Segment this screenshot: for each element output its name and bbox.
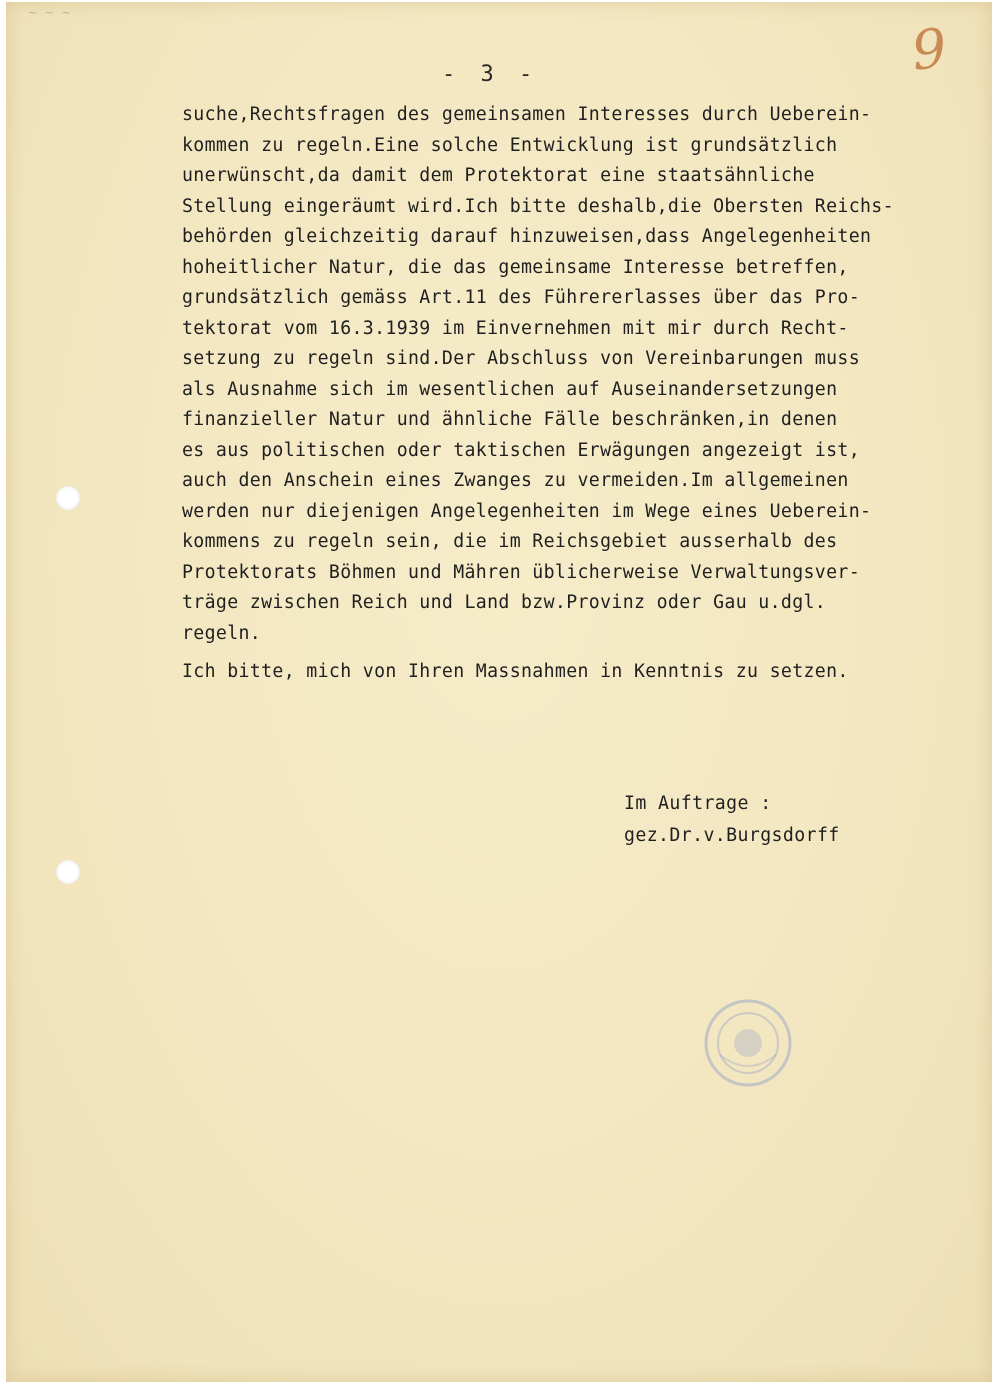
body-line: hoheitlicher Natur, die das gemeinsame Interesse betreffen, <box>182 256 849 278</box>
folio-number: 9 <box>908 16 950 83</box>
body-line: suche,Rechtsfragen des gemeinsamen Interesses durch Ueberein- <box>182 104 872 125</box>
body-line: regeln. <box>182 622 262 644</box>
signature-line-authority: Im Auftrage : <box>624 793 772 814</box>
letter-body <box>182 100 942 688</box>
corner-pencil-mark: ~ ~ ~ <box>28 6 73 19</box>
body-line: auch den Anschein eines Zwanges zu vermeiden.Im allgemeinen <box>182 470 849 491</box>
faded-stamp-icon <box>700 995 796 1091</box>
body-line: Protektorats Böhmen und Mähren üblicherweise Verwaltungsver- <box>182 561 860 583</box>
signature-line-name: gez.Dr.v.Burgsdorff <box>624 825 840 846</box>
closing-sentence: Ich bitte, mich von Ihren Massnahmen in Kenntnis zu setzen. <box>182 661 849 682</box>
punch-hole-top <box>56 486 80 510</box>
body-line: behörden gleichzeitig darauf hinzuweisen,dass Angelegenheiten <box>182 226 872 247</box>
body-line: setzung zu regeln sind.Der Abschluss von Vereinbarungen muss <box>182 348 860 369</box>
body-line: als Ausnahme sich im wesentlichen auf Auseinandersetzungen <box>182 378 838 400</box>
body-line: kommen zu regeln.Eine solche Entwicklung ist grundsätzlich <box>182 134 838 156</box>
body-line: werden nur diejenigen Angelegenheiten im Wege eines Ueberein- <box>182 500 872 522</box>
body-line: tektorat vom 16.3.1939 im Einvernehmen mit mir durch Recht- <box>182 317 849 339</box>
body-line: unerwünscht,da damit dem Protektorat eine staatsähnliche <box>182 165 815 186</box>
body-line: träge zwischen Reich und Land bzw.Provinz oder Gau u.dgl. <box>182 592 827 613</box>
punch-hole-bottom <box>56 860 80 884</box>
page-number: - 3 - <box>442 62 539 87</box>
body-line: es aus politischen oder taktischen Erwägungen angezeigt ist, <box>182 439 860 461</box>
signature-block <box>624 788 840 852</box>
body-line: grundsätzlich gemäss Art.11 des Führererlasses über das Pro- <box>182 287 860 308</box>
body-line: Stellung eingeräumt wird.Ich bitte deshalb,die Obersten Reichs- <box>182 195 894 217</box>
body-line: kommens zu regeln sein, die im Reichsgebiet ausserhalb des <box>182 531 838 552</box>
body-line: finanzieller Natur und ähnliche Fälle beschränken,in denen <box>182 409 838 430</box>
